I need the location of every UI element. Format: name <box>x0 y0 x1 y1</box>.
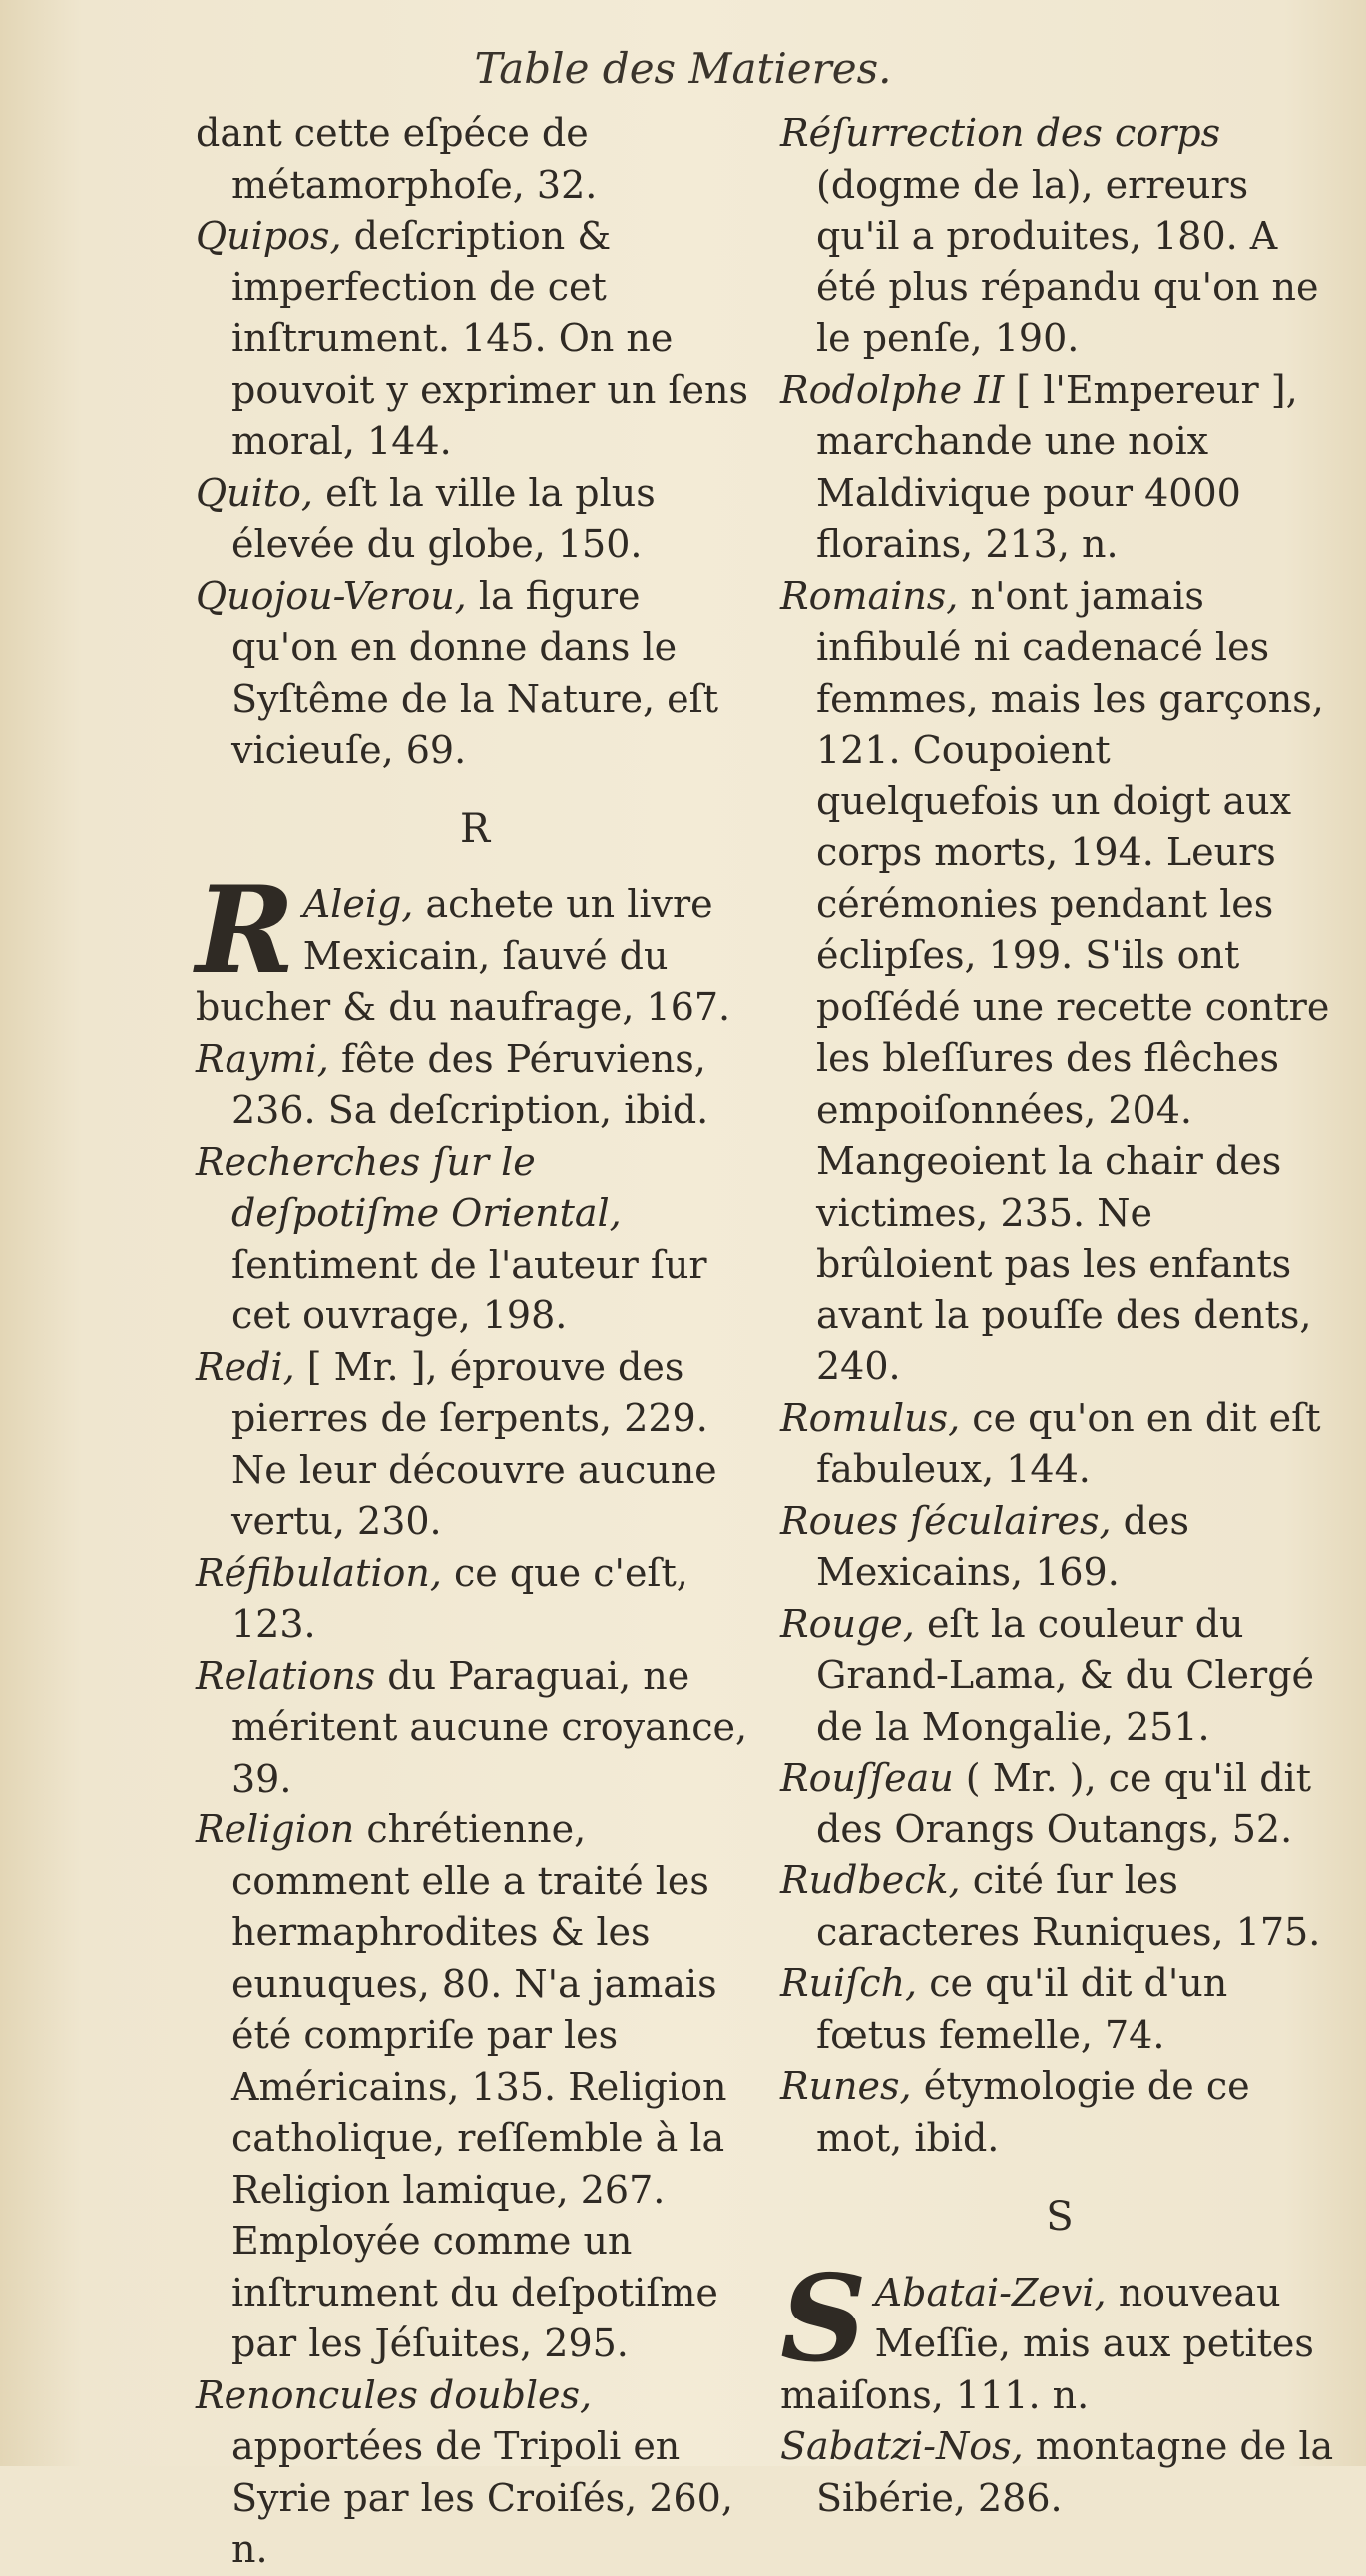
index-entry: Rudbeck, cité ſur les caracteres Runiques, 175. <box>780 1858 1321 1954</box>
index-entry: S Abatai-Zevi, nouveau Meſſie, mis aux petites maiſons, 111. n. <box>780 2248 1314 2417</box>
index-entry: Religion chrétienne, comment elle a traité les hermaphrodites & les eunuques, 80. N'a jamais été compriſe par les Américains, 135. Religion catholique, reſſemble à la Religion lamique, 267. Employée comme un inſtrument du deſpotiſme par les Jéſuites, 295. <box>196 1807 727 2365</box>
index-entry: Quipos, deſcription & imperfection de cet inſtrument. 145. On ne pouvoit y exprimer un ſens moral, 144. <box>196 214 748 463</box>
left-column <box>196 108 754 2576</box>
index-entry: Quojou-Verou, la figure qu'on en donne dans le Syſtême de la Nature, eſt vicieuſe, 69. <box>196 573 718 772</box>
section-letter-s: S <box>1046 2194 1074 2240</box>
index-entry: dant cette eſpéce de métamorphoſe, 32. <box>196 111 598 207</box>
index-entry: Réſurrection des corps (dogme de la), erreurs qu'il a produites, 180. A été plus répandu qu'on ne le penſe, 190. <box>780 111 1319 360</box>
index-entry: Rouge, eſt la couleur du Grand-Lama, & du Clergé de la Mongalie, 251. <box>780 1601 1315 1749</box>
index-entry: Rouſſeau ( Mr. ), ce qu'il dit des Orangs Outangs, 52. <box>780 1756 1311 1851</box>
right-column <box>780 108 1339 2524</box>
section-letter-r: R <box>459 805 491 852</box>
index-entry: Romulus, ce qu'on en dit eſt fabuleux, 144. <box>780 1395 1321 1491</box>
index-entry: Relations du Paraguai, ne méritent aucune croyance, 39. <box>196 1653 748 1801</box>
index-entry: Runes, étymologie de ce mot, ibid. <box>780 2064 1250 2160</box>
index-entry: Renoncules doubles, apportées de Tripoli en Syrie par les Croiſés, 260, n. <box>196 2372 733 2571</box>
index-entry: Quito, eſt la ville la plus élevée du globe, 150. <box>196 470 656 566</box>
index-entry: Raymi, fête des Péruviens, 236. Sa deſcription, ibid. <box>196 1036 709 1132</box>
index-entry: Réfibulation, ce que c'eſt, 123. <box>196 1550 688 1646</box>
index-entry: Ruiſch, ce qu'il dit d'un fœtus femelle, 74. <box>780 1961 1228 2057</box>
index-entry: Roues ſéculaires, des Mexicains, 169. <box>780 1498 1189 1594</box>
index-entry: Romains, n'ont jamais infibulé ni cadenacé les femmes, mais les garçons, 121. Coupoient quelquefois un doigt aux corps morts, 194. Leurs cérémonies pendant les éclipſes, 199. S'ils ont poſſédé une recette contre les bleſſures des flêches empoiſonnées, 204. Mangeoient la chair des victimes, 235. Ne brûloient pas les enfants avant la pouſſe des dents, 240. <box>780 573 1330 1388</box>
index-entry: Sabatzi-Nos, montagne de la Sibérie, 286. <box>780 2424 1334 2520</box>
drop-cap-r: R <box>196 860 295 1001</box>
index-entry: Rodolphe II [ l'Empereur ], marchande une noix Maldivique pour 4000 florains, 213, n. <box>780 367 1298 566</box>
index-entry: Redi, [ Mr. ], éprouve des pierres de ſerpents, 229. Ne leur découvre aucune vertu, 230. <box>196 1344 717 1543</box>
index-entry: R Aleig, achete un livre Mexicain, ſauvé du bucher & du naufrage, 167. <box>196 860 731 1029</box>
drop-cap-s: S <box>780 2248 867 2389</box>
index-entry: Recherches ſur le deſpotiſme Oriental, ſentiment de l'auteur ſur cet ouvrage, 198. <box>196 1139 707 1337</box>
page-header: Table des Matieres. <box>474 44 892 93</box>
